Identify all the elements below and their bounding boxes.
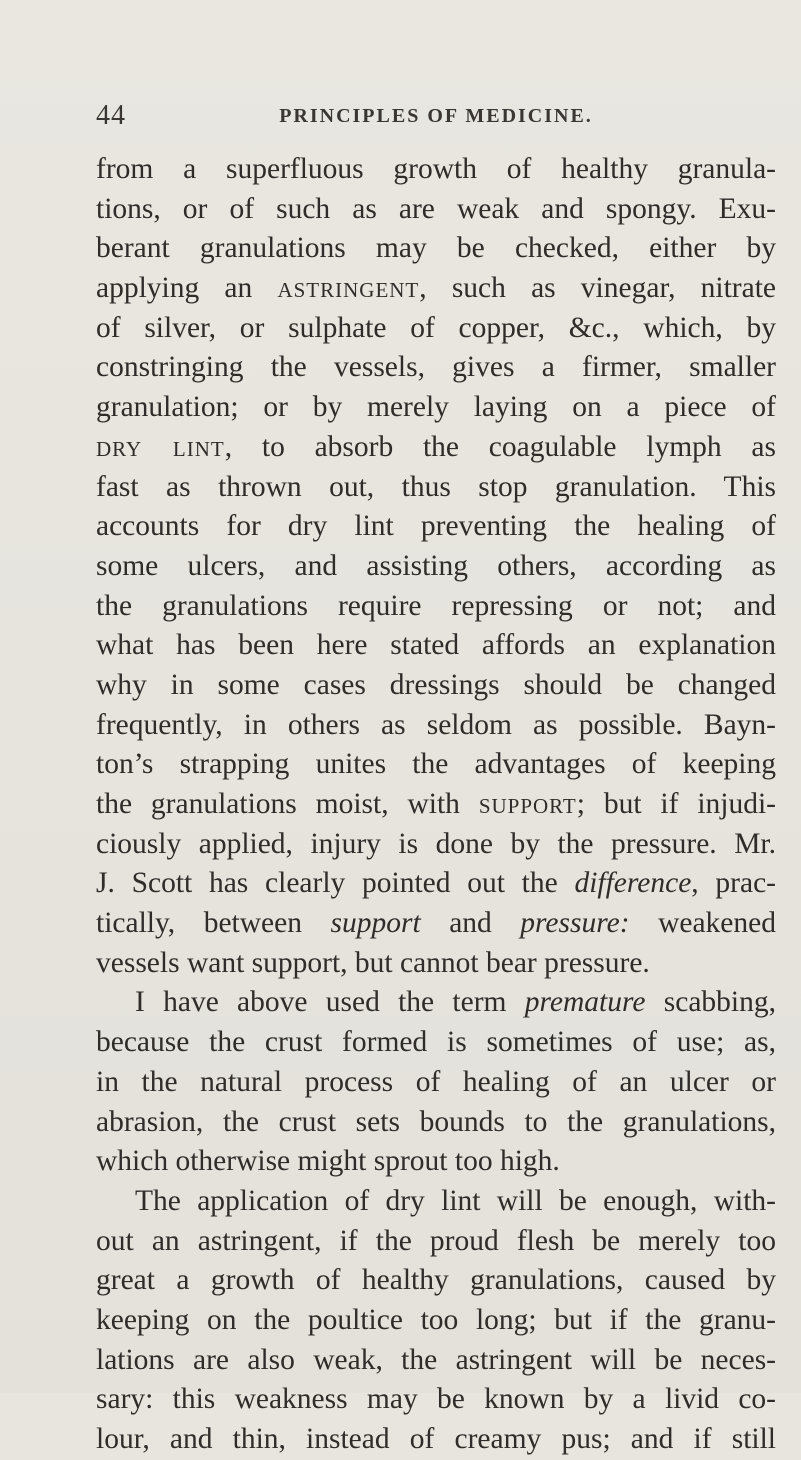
text-run: sary: this weakness may be known by a livid co-	[96, 1383, 776, 1416]
text-run: fast as thrown out, thus stop granulation. This	[96, 470, 776, 503]
text-line	[96, 229, 776, 269]
text-run: great a growth of healthy granulations, caused by	[96, 1264, 776, 1297]
text-line	[96, 1103, 776, 1143]
text-run: granulation; or by merely laying on a piece of	[96, 391, 776, 424]
text-line	[96, 1301, 776, 1341]
text-run: ton’s strapping unites the advantages of keeping	[96, 748, 776, 781]
text-run: because the crust formed is sometimes of use; as,	[96, 1026, 776, 1059]
text-run: abrasion, the crust sets bounds to the granulations,	[96, 1105, 776, 1138]
running-title: PRINCIPLES OF MEDICINE.	[279, 105, 593, 127]
body-text	[96, 150, 776, 1460]
text-run: J. Scott has clearly pointed out the	[96, 867, 575, 900]
text-run: and	[420, 907, 521, 940]
text-run: ; but if injudi-	[576, 788, 776, 820]
text-line	[96, 1063, 776, 1103]
text-run: vessels want support, but cannot bear pressure.	[96, 946, 650, 979]
text-run: which otherwise might sprout too high.	[96, 1145, 560, 1178]
text-line	[96, 825, 776, 865]
text-line	[96, 666, 776, 706]
text-line	[96, 864, 776, 904]
text-run: The application of dry lint will be enough, with-	[135, 1184, 776, 1217]
text-line	[96, 1142, 776, 1182]
text-run: lour, and thin, instead of creamy pus; and if still	[96, 1423, 776, 1455]
text-line	[96, 269, 776, 309]
text-line	[96, 507, 776, 547]
text-run: accounts for dry lint preventing the healing of	[96, 510, 776, 543]
text-line	[96, 785, 776, 825]
paragraph	[96, 150, 776, 983]
paragraph	[96, 1182, 776, 1460]
text-line	[96, 388, 776, 428]
text-run: why in some cases dressings should be changed	[96, 668, 776, 701]
text-run: tically, between	[96, 907, 331, 940]
small-caps-term: astringent	[277, 272, 420, 305]
text-run: berant granulations may be checked, either by	[96, 232, 776, 265]
text-run: of silver, or sulphate of copper, &c., which, by	[96, 311, 776, 344]
text-run: frequently, in others as seldom as possible. Bayn-	[96, 708, 776, 741]
text-line	[96, 1182, 776, 1222]
text-line	[96, 309, 776, 349]
text-line	[96, 468, 776, 508]
italic-term: support	[330, 907, 421, 940]
page-number: 44	[96, 100, 126, 131]
text-run: I have above used the term	[135, 986, 525, 1019]
text-line	[96, 190, 776, 230]
text-line	[96, 547, 776, 587]
text-run: ciously applied, injury is done by the pressure. Mr.	[96, 827, 776, 860]
text-line	[96, 428, 776, 468]
text-run: scabbing,	[645, 986, 776, 1019]
text-run: in the natural process of healing of an ulcer or	[96, 1065, 776, 1098]
text-line	[96, 348, 776, 388]
text-line	[96, 150, 776, 190]
italic-term: premature	[524, 986, 646, 1019]
text-run: , to absorb the coagulable lymph as	[224, 430, 776, 463]
text-line	[96, 1261, 776, 1301]
text-run: some ulcers, and assisting others, according as	[96, 549, 776, 582]
text-line	[96, 626, 776, 666]
italic-term: pressure:	[520, 907, 630, 940]
text-run: keeping on the poultice too long; but if the granu-	[96, 1303, 776, 1336]
text-run: weakened	[629, 907, 776, 940]
text-line	[96, 1222, 776, 1262]
text-line	[96, 706, 776, 746]
text-run: , prac-	[691, 867, 776, 900]
text-run: from a superfluous growth of healthy granula-	[96, 153, 776, 185]
small-caps-term: support	[478, 788, 577, 820]
small-caps-term: dry lint	[96, 430, 225, 463]
text-line	[96, 1023, 776, 1063]
text-run: the granulations moist, with	[96, 788, 479, 820]
text-line	[96, 904, 776, 944]
text-line	[96, 983, 776, 1023]
text-line	[96, 1380, 776, 1420]
text-line	[96, 1341, 776, 1381]
text-line	[96, 587, 776, 627]
text-line	[96, 944, 776, 984]
text-run: the granulations require repressing or not; and	[96, 589, 776, 622]
text-line	[96, 1420, 776, 1460]
text-run: applying an	[96, 272, 278, 305]
text-run: constringing the vessels, gives a firmer, smaller	[96, 351, 776, 384]
running-head	[96, 100, 776, 140]
text-run: lations are also weak, the astringent will be neces-	[96, 1343, 776, 1376]
text-run: tions, or of such as are weak and spongy. Exu-	[96, 192, 776, 225]
italic-term: difference	[574, 867, 692, 900]
text-line	[96, 745, 776, 785]
text-run: what has been here stated affords an explanation	[96, 629, 776, 662]
text-run: , such as vinegar, nitrate	[419, 272, 776, 305]
text-run: out an astringent, if the proud flesh be merely too	[96, 1224, 776, 1257]
paragraph	[96, 983, 776, 1181]
